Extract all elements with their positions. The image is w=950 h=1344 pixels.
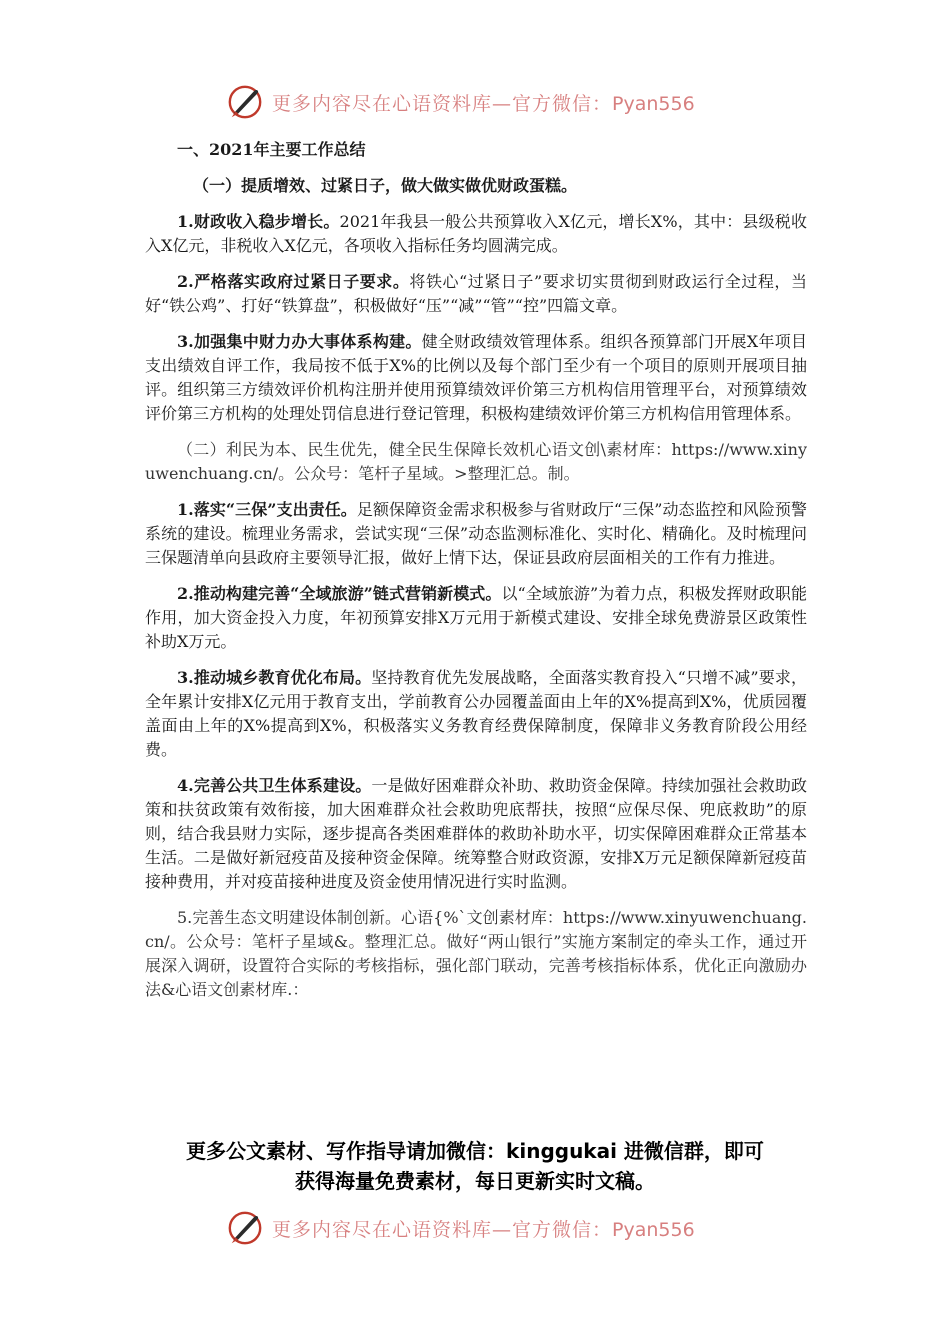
section-heading: 一、2021年主要工作总结 [177, 140, 366, 159]
section1-title: （一）提质增效、过紧日子，做大做实做优财政蛋糕。 [193, 176, 578, 195]
banner-text: 更多内容尽在心语资料库—官方微信：Pyan556 [272, 1218, 695, 1241]
banner-wechat-id: Pyan556 [612, 1218, 695, 1241]
promo-text [120, 1136, 830, 1196]
paragraph-1-1: 1.财政收入稳步增长。2021年我县一般公共预算收入X亿元，增长X%，其中：县级税收入X亿元，非税收入X亿元，各项收入指标任务均圆满完成。 [145, 212, 807, 255]
paragraph-2-5: 5.完善生态文明建设体制创新。心语{%`文创素材库：https://www.xinyuwenchuang.cn/。公众号：笔杆子星域&。整理汇总。做好“两山银行”实施方案制定的牵头工作，通过开展深入调研，设置符合实际的考核指标，强化部门联动，完善考核指标体系，优化正向激励办法&心语文创素材库.： [145, 908, 807, 999]
paragraph-2-2: 2.推动构建完善“全域旅游”链式营销新模式。以“全域旅游”为着力点，积极发挥财政职能作用，加大资金投入力度，年初预算安排X万元用于新模式建设、安排全球免费游景区政策性补助X万元。 [145, 584, 807, 651]
paragraph-2-3: 3.推动城乡教育优化布局。坚持教育优先发展战略，全面落实教育投入“只增不减”要求，全年累计安排X亿元用于教育支出，学前教育公办园覆盖面由上年的X%提高到X%，优质园覆盖面由上年的X%提高到X%，积极落实义务教育经费保障制度，保障非义务教育阶段公用经费。 [145, 668, 807, 759]
promo-line-2: 获得海量免费素材，每日更新实时文稿。 [295, 1169, 655, 1193]
paragraph-2-1: 1.落实“三保”支出责任。足额保障资金需求积极参与省财政厅“三保”动态监控和风险预警系统的建设。梳理业务需求，尝试实现“三保”动态监测标准化、实时化、精确化。及时梳理问三保题清单向县政府主要领导汇报，做好上情下达，保证县政府层面相关的工作有力推进。 [145, 500, 807, 567]
quill-pen-icon [226, 83, 264, 121]
paragraph-1-3: 3.加强集中财力办大事体系构建。健全财政绩效管理体系。组织各预算部门开展X年项目支出绩效自评工作，我局按不低于X%的比例以及每个部门至少有一个项目的原则开展项目抽评。组织第三方绩效评价机构注册并使用预算绩效评价第三方机构信用管理平台，对预算绩效评价第三方机构的处理处罚信息进行登记管理，积极构建绩效评价第三方机构信用管理体系。 [145, 332, 807, 423]
quill-pen-icon [226, 1209, 264, 1247]
promo-line-1: 更多公文素材、写作指导请加微信：kinggukai 进微信群，即可 [186, 1139, 764, 1163]
header-banner [226, 82, 746, 122]
paragraph-1-2: 2.严格落实政府过紧日子要求。将铁心“过紧日子”要求切实贯彻到财政运行全过程，当好“铁公鸡”、打好“铁算盘”，积极做好“压”“减”“管”“控”四篇文章。 [145, 272, 807, 315]
banner-wechat-id: Pyan556 [612, 92, 695, 115]
banner-text: 更多内容尽在心语资料库—官方微信：Pyan556 [272, 92, 695, 115]
paragraph-2-4: 4.完善公共卫生体系建设。一是做好困难群众补助、救助资金保障。持续加强社会救助政策和扶贫政策有效衔接，加大困难群众社会救助兜底帮扶，按照“应保尽保、兜底救助”的原则，结合我县财力实际，逐步提高各类困难群体的救助补助水平，切实保障困难群众正常基本生活。二是做好新冠疫苗及接种资金保障。统筹整合财政资源，安排X万元足额保障新冠疫苗接种费用，并对疫苗接种进度及资金使用情况进行实时监测。 [145, 776, 807, 891]
footer-banner [226, 1208, 746, 1248]
section2-title: （二）利民为本、民生优先，健全民生保障长效机心语文创\素材库：https://www.xinyuwenchuang.cn/。公众号：笔杆子星域。>整理汇总。制。 [145, 440, 807, 483]
document-body [145, 138, 807, 1014]
